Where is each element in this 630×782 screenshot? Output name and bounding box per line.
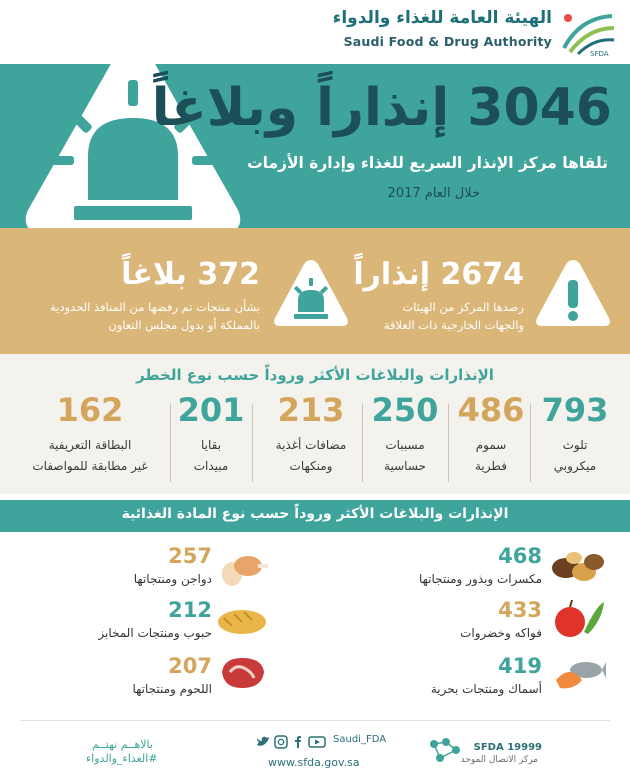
risk-label-2: حساسية xyxy=(384,458,426,473)
hotline-number[interactable]: SFDA 19999 xyxy=(473,742,542,753)
risk-item xyxy=(356,392,454,477)
risk-value: 793 xyxy=(541,391,609,429)
seafood-icon xyxy=(550,650,606,694)
call-center-icon xyxy=(428,736,462,766)
risk-label-2: فطرية xyxy=(475,458,507,473)
sfda-logo-icon xyxy=(560,8,618,58)
reports-desc-2: بالمملكة أو بدول مجلس التعاون xyxy=(108,318,260,332)
risk-value: 486 xyxy=(457,391,525,429)
nuts-icon xyxy=(550,544,606,588)
food-label: أسماك ومنتجات بحرية xyxy=(430,682,542,696)
siren-triangle-icon xyxy=(272,256,350,330)
fruit-icon xyxy=(550,596,606,640)
reports-count: 372 بلاغاً xyxy=(121,257,260,292)
hero-headline: 3046 إنذاراً وبلاغاً xyxy=(151,78,612,138)
warning-siren-icon xyxy=(18,40,248,250)
food-value: 207 xyxy=(168,654,212,678)
food-section-title: الإنذارات والبلاغات الأكثر وروداً حسب نوع المادة الغذائية xyxy=(121,506,509,522)
risk-value: 213 xyxy=(277,391,345,429)
org-name-arabic: الهيئة العامة للغذاء والدواء xyxy=(332,8,552,28)
risk-label-2: غير مطابقة للمواصفات xyxy=(32,458,148,473)
slogan: بالاهــم نهتــم xyxy=(92,738,153,751)
alerts-desc-1: رصدها المركز من الهيئات xyxy=(402,300,524,314)
svg-text:SFDA: SFDA xyxy=(590,50,609,58)
instagram-icon xyxy=(275,736,287,748)
risk-item xyxy=(526,392,624,477)
risk-item xyxy=(442,392,540,477)
food-value: 433 xyxy=(498,598,542,622)
alerts-count: 2674 إنذاراً xyxy=(353,257,524,292)
alerts-desc-2: والجهات الخارجية ذات العلاقة xyxy=(383,318,524,332)
website-link[interactable]: www.sfda.gov.sa xyxy=(268,756,360,769)
risk-label-1: بقايا xyxy=(200,437,222,452)
social-icons xyxy=(255,734,331,753)
social-handle[interactable]: Saudi_FDA xyxy=(333,734,387,745)
hero-period: خلال العام 2017 xyxy=(387,186,480,201)
risk-value: 250 xyxy=(371,391,439,429)
risk-section-title: الإنذارات والبلاغات الأكثر وروداً حسب نوع الخطر xyxy=(136,366,494,384)
food-label: دواجن ومنتجاتها xyxy=(133,572,212,586)
food-value: 212 xyxy=(168,598,212,622)
divider xyxy=(170,404,171,482)
risk-label-1: مسببات xyxy=(385,437,425,452)
risk-label-1: مضافات أغذية xyxy=(275,437,347,452)
org-name-english: Saudi Food & Drug Authority xyxy=(343,34,552,49)
food-value: 419 xyxy=(498,654,542,678)
food-label: فواكه وخضروات xyxy=(460,626,542,640)
food-value: 468 xyxy=(498,544,542,568)
food-label: مكسرات وبذور ومنتجاتها xyxy=(418,572,542,586)
risk-label-2: ميكروبي xyxy=(553,458,597,473)
risk-label-1: البطاقة التعريفية xyxy=(48,437,132,452)
risk-item xyxy=(16,392,164,477)
footer-divider xyxy=(20,720,610,721)
reports-desc-1: بشأن منتجات تم رفضها من المنافذ الحدودية xyxy=(50,300,260,314)
risk-label-2: مبيدات xyxy=(193,458,229,473)
food-label: حبوب ومنتجات المخابز xyxy=(98,626,212,640)
hotline-label: مركز الاتصال الموحد xyxy=(460,755,538,765)
food-label: اللحوم ومنتجاتها xyxy=(132,682,212,696)
poultry-icon xyxy=(214,544,270,588)
risk-label-1: سموم xyxy=(475,437,507,452)
risk-value: 201 xyxy=(177,391,245,429)
food-value: 257 xyxy=(168,544,212,568)
facebook-icon xyxy=(295,736,301,748)
divider xyxy=(362,404,363,482)
exclamation-triangle-icon xyxy=(534,256,612,330)
hero-subtitle: تلقاها مركز الإنذار السريع للغذاء وإدارة الأزمات xyxy=(247,154,608,172)
bread-icon xyxy=(214,596,270,640)
risk-item xyxy=(162,392,260,477)
twitter-icon xyxy=(257,737,269,746)
risk-label-2: ومنكهات xyxy=(289,458,333,473)
risk-label-1: تلوث xyxy=(562,437,588,452)
hashtag: #الغذاء_والدواء xyxy=(86,752,158,765)
meat-icon xyxy=(214,650,270,694)
risk-item xyxy=(262,392,360,477)
risk-value: 162 xyxy=(56,391,124,429)
